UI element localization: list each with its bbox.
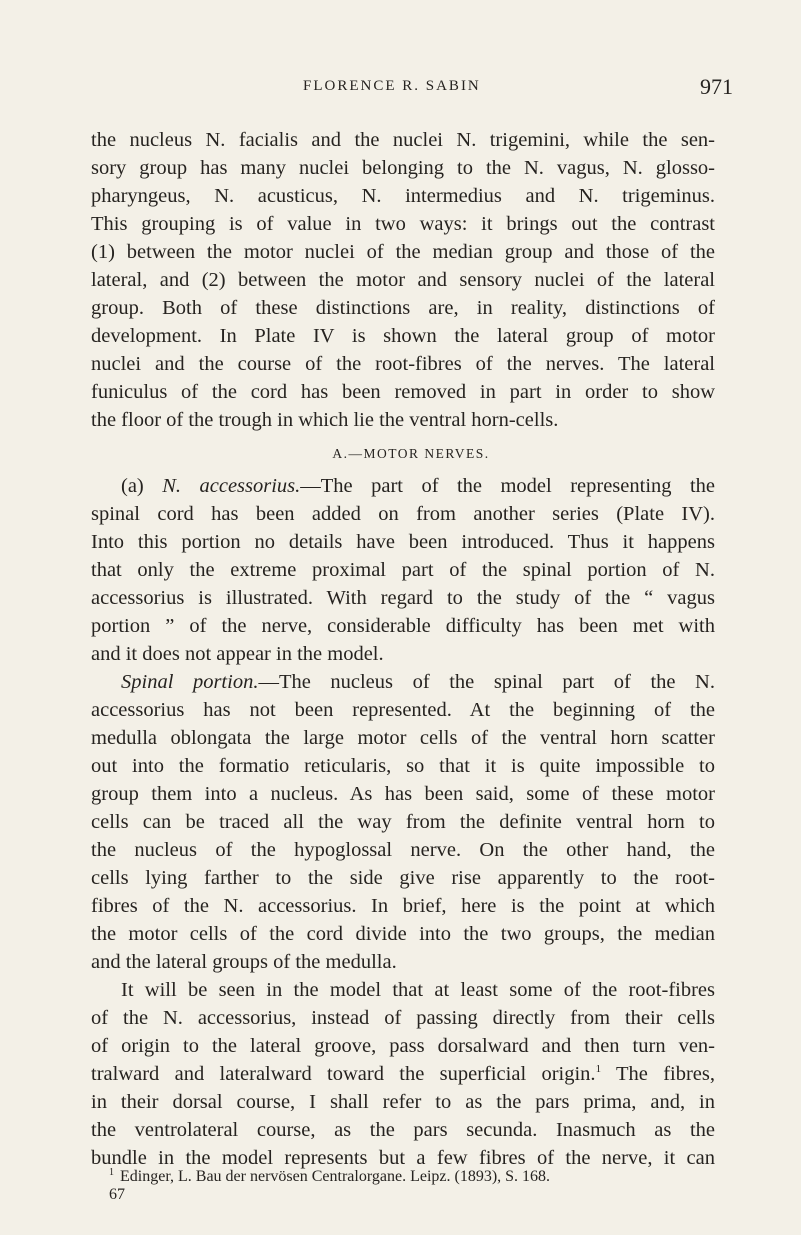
text-line: spinal cord has been added on from another series (Plate IV). [91,503,715,525]
text-line: the nucleus of the hypoglossal nerve. On the other hand, the [91,839,715,861]
page-number: 971 [700,74,733,99]
body-text [91,126,715,1172]
footnote-text: Edinger, L. Bau der nervösen Centralorgane. Leipz. (1893), S. 168. [120,1168,551,1185]
text-line: group them into a nucleus. As has been said, some of these motor [91,783,715,805]
text-line: group. Both of these distinctions are, in reality, distinctions of [91,297,715,319]
text-line: development. In Plate IV is shown the lateral group of motor [91,325,715,347]
text-line: of origin to the lateral groove, pass dorsalward and then turn ven- [91,1035,715,1057]
text-line: funiculus of the cord has been removed in part in order to show [91,381,715,403]
text-line [91,668,715,696]
text-line [91,1060,715,1088]
text-line: Into this portion no details have been introduced. Thus it happens [91,531,715,553]
text-line: pharyngeus, N. acusticus, N. intermedius and N. trigeminus. [91,185,715,207]
text-run: —The nucleus of the spinal part of the N. [258,671,715,693]
text-run: tralward and lateralward toward the superficial origin. [91,1063,596,1085]
paragraph-1 [91,126,715,434]
paragraph-4 [91,976,715,1172]
text-line: the ventrolateral course, as the pars secunda. Inasmuch as the [91,1119,715,1141]
text-line: and it does not appear in the model. [91,643,384,665]
text-line: This grouping is of value in two ways: it brings out the contrast [91,213,715,235]
text-line: cells can be traced all the way from the definite ventral horn to [91,811,715,833]
text-line: fibres of the N. accessorius. In brief, here is the point at which [91,895,715,917]
text-run: —The part of the model representing the [300,475,716,497]
text-line: out into the formatio reticularis, so that it is quite impossible to [91,755,715,777]
text-line: It will be seen in the model that at least some of the root-fibres [121,979,715,1001]
text-line: medulla oblongata the large motor cells of the ventral horn scatter [91,727,715,749]
text-line: cells lying farther to the side give rise apparently to the root- [91,867,715,889]
text-line: in their dorsal course, I shall refer to as the pars prima, and, in [91,1091,715,1113]
text-line: bundle in the model represents but a few fibres of the nerve, it can [91,1147,715,1169]
running-title: FLORENCE R. SABIN [303,78,481,94]
text-line: of the N. accessorius, instead of passing directly from their cells [91,1007,715,1029]
text-line [91,472,715,500]
text-line: and the lateral groups of the medulla. [91,951,397,973]
section-heading: A.—MOTOR NERVES. [332,446,490,461]
paragraph-2 [91,472,715,668]
footnotes [91,1162,715,1206]
footnote-reference[interactable]: 1 [595,1063,602,1075]
text-line: portion ” of the nerve, considerable difficulty has been met with [91,615,715,637]
text-line: accessorius has not been represented. At the beginning of the [91,699,715,721]
text-line: the motor cells of the cord divide into the two groups, the median [91,923,715,945]
text-run: The fibres, [601,1063,715,1085]
text-line: accessorius is illustrated. With regard to the study of the “ vagus [91,587,715,609]
text-line: sory group has many nuclei belonging to the N. vagus, N. glosso- [91,157,715,179]
text-line: the floor of the trough in which lie the ventral horn-cells. [91,409,559,431]
footnote [91,1162,715,1184]
text-line: lateral, and (2) between the motor and sensory nuclei of the lateral [91,269,715,291]
nerve-title: N. accessorius. [162,475,301,497]
signature-mark: 67 [109,1186,125,1203]
footnote-marker: 1 [109,1167,114,1178]
text-line: nuclei and the course of the root-fibres of the nerves. The lateral [91,353,715,375]
running-head [0,76,801,104]
text-line: the nucleus N. facialis and the nuclei N. trigemini, while the sen- [91,129,715,151]
item-label: (a) [121,475,144,497]
paragraph-3 [91,668,715,976]
text-line: that only the extreme proximal part of the spinal portion of N. [91,559,715,581]
subsection-title: Spinal portion. [121,671,259,693]
text-line: (1) between the motor nuclei of the median group and those of the [91,241,715,263]
